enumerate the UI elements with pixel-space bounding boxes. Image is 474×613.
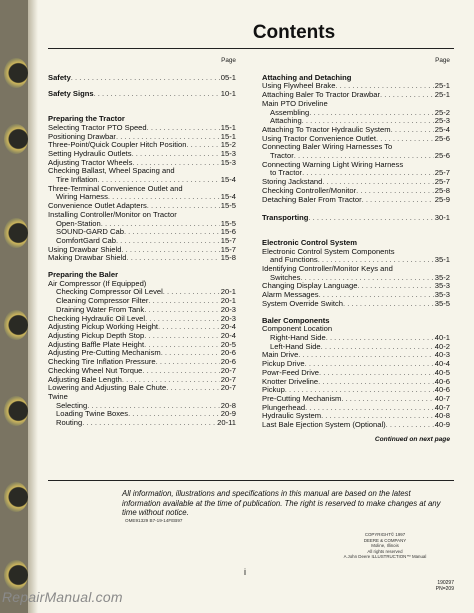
toc-entry-page: 20-1 [220,287,236,297]
dot-leader [71,74,220,83]
print-date: 190297 [437,580,454,586]
toc-entry-page: 25-8 [434,185,450,195]
dot-leader [298,351,434,360]
toc-entry-title: ComfortGard Cab [56,235,116,245]
toc-group-label: Connecting Baler Wiring Harnesses To [262,142,393,152]
toc-entry-page: 40-7 [434,393,450,403]
binder-ring-icon [4,124,28,154]
toc-entry-title: System Override Switch [262,298,344,308]
toc-entry-title: Hydraulic System [262,411,322,421]
toc-entry-page: 30-1 [434,213,450,223]
dot-leader [148,297,219,306]
dot-leader [362,196,434,205]
dot-leader [144,306,220,315]
toc-right-column [262,57,450,444]
dot-leader [127,254,220,263]
toc-entry-title: SOUND-GARD Cab [56,227,124,237]
toc-entry-page: 25-6 [434,133,450,143]
toc-entry-title: Knotter Driveline [262,376,319,386]
toc-entry-page: 20-7 [220,383,236,393]
toc-left-column [48,57,236,428]
toc-entry-page: 15-4 [220,175,236,185]
toc-entry-title: Cleaning Compressor Filter [56,296,149,306]
toc-entry-page: 15-7 [220,235,236,245]
dot-leader [309,109,434,118]
toc-entry-page: 35-2 [434,272,450,282]
toc-entry-page: 20-4 [220,330,236,340]
toc-entry-title: Storing Jackstand [262,177,323,187]
toc-entry[interactable] [48,384,236,393]
toc-entry-title: Adjusting Pre-Cutting Mechanism [48,348,161,358]
title-block [186,22,402,44]
toc-entry-page: 20-11 [217,418,236,428]
toc-entry-title: Positioning Drawbar [48,131,116,141]
toc-group-label: Installing Controller/Monitor on Tractor [48,209,177,219]
toc-entry-title: Using Drawbar Shield [48,244,122,254]
print-pn: PN=209 [435,586,454,592]
toc-entry[interactable] [262,214,450,223]
toc-entry-title: Changing Display Language [262,281,358,291]
dot-leader [128,410,220,419]
dot-leader [94,90,220,99]
toc-entry-page: 25-9 [434,194,450,204]
toc-entry-page: 20-7 [220,374,236,384]
toc-group-label: Three-Terminal Convenience Outlet and [48,183,183,193]
toc-entry-page: 20-7 [220,365,236,375]
toc-entry-title: Detaching Baler From Tractor [262,194,362,204]
toc-entry-page: 40-9 [434,420,450,430]
toc-entry[interactable] [48,254,236,263]
toc-entry-title: Attaching [270,116,302,126]
toc-entry-title: Checking Controller/Monitor [262,185,357,195]
toc-entry-page: 40-2 [434,341,450,351]
toc-entry-title: to Tractor [270,168,303,178]
toc-entry-title: Open-Station [56,218,101,228]
copyright-line: Moline, Illinois [371,543,399,549]
toc-entry-title: Pickup [262,385,285,395]
toc-entry-page: 35-3 [434,281,450,291]
toc-entry-title: Pickup Drive [262,359,305,369]
toc-entry-title: Adjusting Pickup Working Height [48,322,159,332]
toc-entry-title: Pre-Cutting Mechanism [262,393,342,403]
section-heading: Preparing the Baler [48,270,119,280]
dot-leader [341,395,433,404]
dot-leader [308,214,433,223]
binder-shadow [28,0,38,613]
dot-leader [166,384,220,393]
dot-leader [158,323,220,332]
toc-entry-page: 15-7 [220,244,236,254]
toc-group-label: Main PTO Driveline [262,98,328,108]
dot-leader [82,419,216,428]
toc-group-label: Component Location [262,324,333,334]
toc-entry-page: 25-2 [434,107,450,117]
copyright-line: COPYRIGHT© 1997 [364,532,406,537]
dot-leader [144,332,220,341]
toc-entry-page: 15-3 [220,148,236,158]
toc-entry-title: Three-Point/Quick Coupler Hitch Position [48,140,187,150]
toc-entry-page: 20-1 [220,296,236,306]
toc-entry-title: Tractor [270,151,294,161]
toc-group-label: Air Compressor (If Equipped) [48,278,147,288]
binder-ring-icon [4,396,28,426]
toc-entry-title: Right-Hand Side [270,332,326,342]
toc-entry-page: 20-6 [220,348,236,358]
document-code: OME91329 B7-19-14FEB97 [125,518,183,523]
toc-entry-title: and Functions [270,255,318,265]
dot-leader [318,378,434,387]
toc-entry-page: 15-2 [220,140,236,150]
section-heading: Electronic Control System [262,237,357,247]
spacer [48,99,236,107]
binder-ring-icon [4,218,28,248]
toc-entry-page: 40-6 [434,376,450,386]
toc-entry-title: Last Bale Ejection System (Optional) [262,420,386,430]
toc-entry-title: Transporting [262,213,309,223]
section-heading: Preparing the Tractor [48,114,125,124]
toc-entry-page: 40-4 [434,359,450,369]
toc-group-label: Electronic Control System Components [262,246,395,256]
toc-entry-title: Adjusting Pickup Depth Stop [48,330,145,340]
continued-note: Continued on next page [374,435,450,443]
page-number: i [244,567,246,577]
toc-entry-title: Routing [56,418,83,428]
toc-entry-page: 20-8 [220,400,236,410]
toc-entry-page: 25-7 [434,168,450,178]
top-rule [48,48,454,49]
binder-ring-icon [4,58,28,88]
toc-group-label: Checking Ballast, Wheel Spacing and [48,166,175,176]
toc-entry[interactable] [262,421,450,430]
spacer [262,223,450,231]
toc-entry-title: Convenience Outlet Adapters [48,201,147,211]
toc-entry-page: 15-8 [220,253,236,263]
toc-group-label: Twine [48,391,68,401]
toc-entry-title: Assembling [270,107,310,117]
toc-entry-title: Checking Wheel Nut Torque [48,365,143,375]
page-header-left: Page [221,57,236,64]
dot-leader [386,421,434,430]
toc-entry-title: Tire Inflation [56,175,98,185]
page-header-right: Page [435,57,450,64]
toc-entry-title: Attaching Baler To Tractor Drawbar [262,90,381,100]
toc-entry[interactable] [48,90,236,99]
toc-entry[interactable] [48,74,236,83]
dot-leader [161,349,220,358]
toc-entry-page: 40-6 [434,385,450,395]
dot-leader [321,343,434,352]
binder-ring-icon [4,560,28,590]
toc-entry-page: 20-5 [220,339,236,349]
toc-entry-page: 35-3 [434,290,450,300]
toc-entry-page: 25-6 [434,151,450,161]
toc-entry-title: Main Drive [262,350,299,360]
dot-leader [116,237,220,246]
binder-strip [0,0,28,613]
toc-entry-page: 20-4 [220,322,236,332]
section-heading: Baler Components [262,315,330,325]
toc-group-label: Connecting Warning Light Wiring Harness [262,159,404,169]
dot-leader [186,141,219,150]
toc-entry-page: 40-5 [434,367,450,377]
toc-entry[interactable] [262,378,450,387]
toc-entry-page: 15-5 [220,218,236,228]
dot-leader [142,367,219,376]
toc-entry-title: Selecting Tractor PTO Speed [48,122,147,132]
copyright-line: A John Deere ILLUSTRUCTION™ Manual [343,554,427,560]
toc-entry-title: Adjusting Baffle Plate Height [48,339,145,349]
publication-notice: All information, illustrations and specifications in this manual are based on the latest information available at the time of publication. The right is reserved to make changes at any time without notice. [122,489,441,518]
binder-ring-icon [4,482,28,512]
toc-entry-page: 35-5 [434,298,450,308]
dot-leader [305,360,434,369]
dot-leader [356,187,434,196]
dot-leader [132,150,220,159]
toc-entry[interactable] [262,196,450,205]
toc-entry-page: 20-9 [220,409,236,419]
toc-entry-title: Attaching To Tractor Hydraulic System [262,124,391,134]
bottom-rule [48,480,454,481]
toc-entry-title: Using Flywheel Brake [262,81,336,91]
toc-entry-title: Using Tractor Convenience Outlet [262,133,376,143]
toc-entry-title: Switches [270,272,301,282]
toc-entry-page: 05-1 [220,72,236,82]
toc-entry-title: Safety Signs [48,89,94,99]
page-title: Contents [252,22,336,43]
section-heading: Attaching and Detaching [262,72,352,82]
dot-leader [305,404,434,413]
toc-entry-page: 40-3 [434,350,450,360]
toc-entry[interactable] [262,300,450,309]
toc-entry-page: 35-1 [434,255,450,265]
toc-entry-page: 40-7 [434,402,450,412]
toc-entry-title: Setting Hydraulic Outlets [48,148,132,158]
copyright-line: DEERE & COMPANY [363,537,407,543]
toc-entry-page: 20-3 [220,304,236,314]
toc-entry-page: 15-1 [220,131,236,141]
toc-entry-page: 15-4 [220,192,236,202]
toc-entry-page: 25-1 [434,90,450,100]
toc-entry-title: Checking Hydraulic Oil Level [48,313,146,323]
dot-leader [326,334,434,343]
toc-entry-title: Checking Compressor Oil Level [56,287,163,297]
print-info [424,580,454,592]
dot-leader [124,228,220,237]
toc-entry-title: Plungerhead [262,402,306,412]
toc-entry-page: 25-3 [434,116,450,126]
watermark: RepairManual.com [2,589,123,605]
toc-entry-page: 25-7 [434,177,450,187]
toc-entry-title: Making Drawbar Shield [48,253,127,263]
toc-entry-page: 40-8 [434,411,450,421]
toc-group-label: Identifying Controller/Monitor Keys and [262,264,393,274]
toc-entry-title: Adjusting Tractor Wheels [48,157,133,167]
dot-leader [121,246,219,255]
toc-entry-title: Wiring Harness [56,192,108,202]
toc-entry-page: 15-3 [220,157,236,167]
toc-entry-title: Checking Tire Inflation Pressure [48,357,156,367]
toc-entry-page: 15-1 [220,122,236,132]
dot-leader [147,124,220,133]
toc-entry-title: Safety [48,72,71,82]
dot-leader [156,358,220,367]
toc-entry-title: Selecting [56,400,88,410]
dot-leader [380,91,434,100]
toc-entry-title: Adjusting Bale Length [48,374,122,384]
toc-entry-page: 20-6 [220,357,236,367]
toc-entry-page: 10-1 [220,89,236,99]
toc-entry-title: Draining Water From Tank [56,304,145,314]
dot-leader [357,282,433,291]
copyright-block [330,532,440,560]
dot-leader [343,300,434,309]
toc-entry-title: Lowering and Adjusting Bale Chute [48,383,167,393]
toc-entry-title: Left-Hand Side [270,341,321,351]
toc-entry-page: 20-3 [220,313,236,323]
dot-leader [163,288,220,297]
toc-entry-page: 25-4 [434,124,450,134]
binder-ring-icon [4,310,28,340]
toc-entry-title: Loading Twine Boxes [56,409,129,419]
dot-leader [391,126,434,135]
toc-entry-page: 25-1 [434,81,450,91]
toc-entry-title: Powr-Feed Drive [262,367,319,377]
toc-entry-page: 40-1 [434,332,450,342]
toc-entry-page: 15-6 [220,227,236,237]
toc-entry-page: 15-5 [220,201,236,211]
toc-entry[interactable] [48,419,236,428]
toc-entry-title: Alarm Messages [262,290,319,300]
dot-leader [319,369,434,378]
copyright-line: All rights reserved [367,548,403,554]
